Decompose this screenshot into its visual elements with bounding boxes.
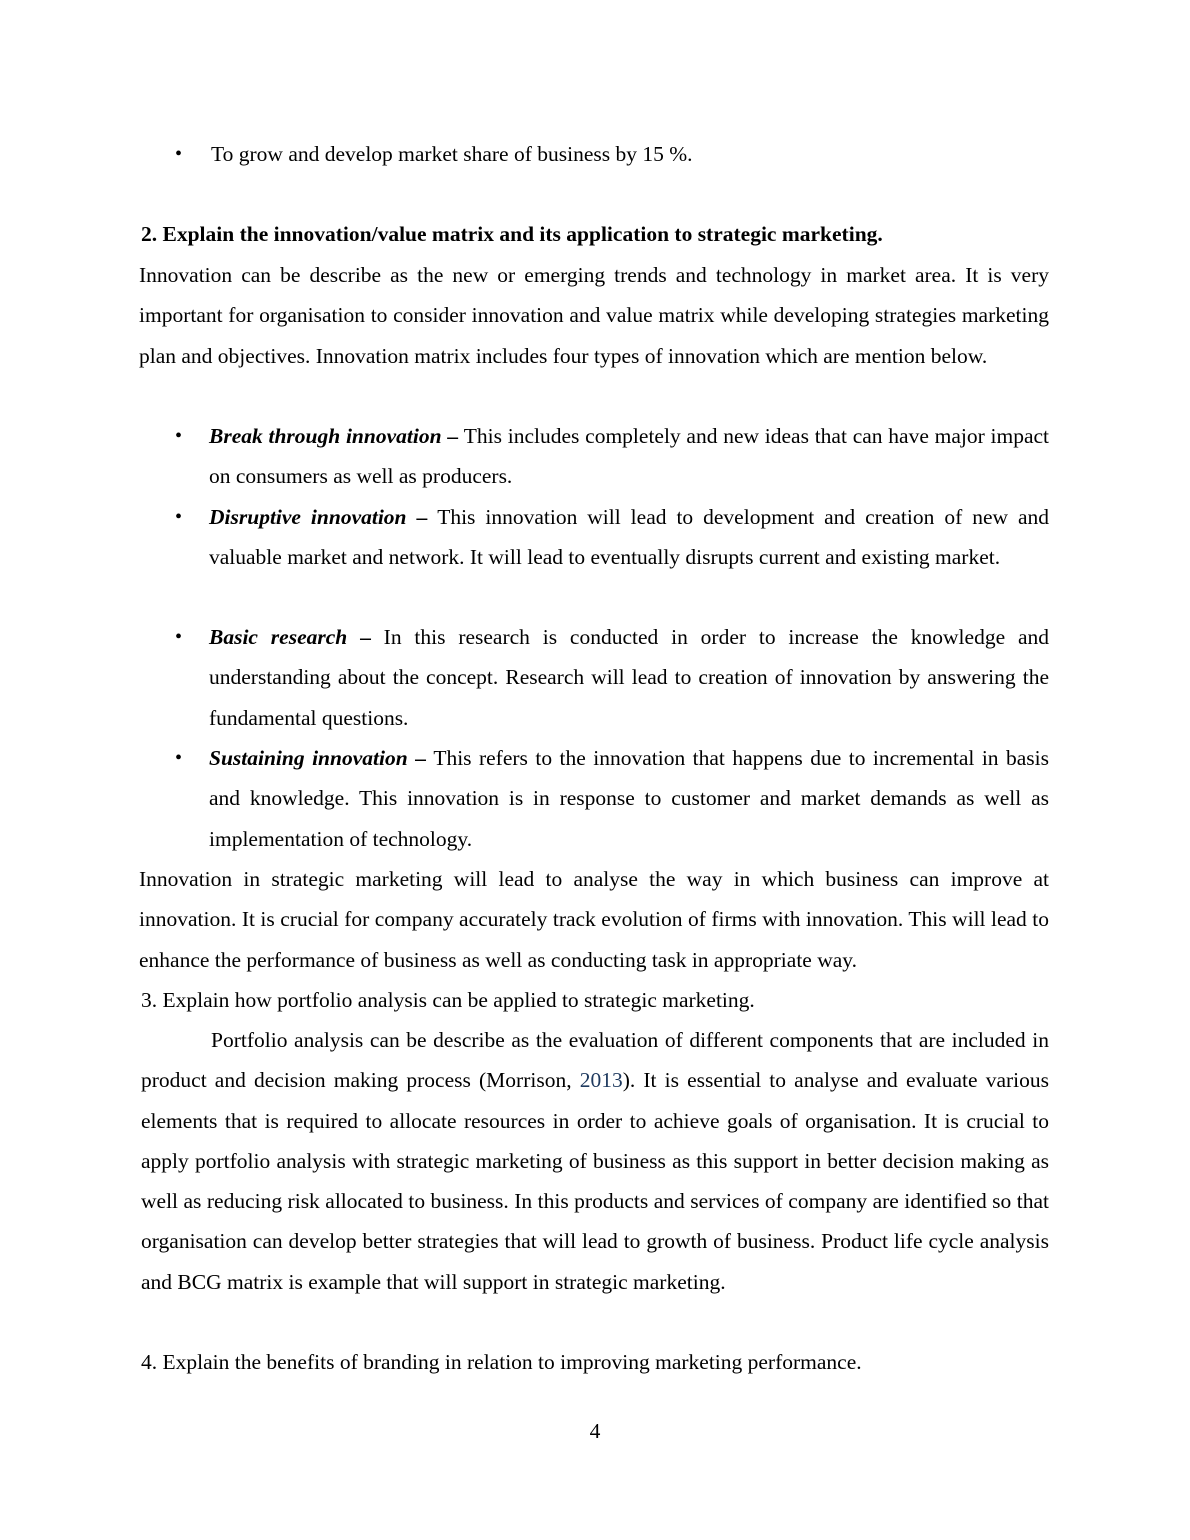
section-3-heading: 3. Explain how portfolio analysis can be applied to strategic marketing. — [141, 988, 755, 1012]
intro-bullet-text: To grow and develop market share of business by 15 %. — [211, 142, 693, 166]
item-dash: – — [441, 424, 464, 448]
item-term: Sustaining innovation — [209, 746, 408, 770]
innovation-item-basic-research — [209, 617, 1049, 738]
item-dash: – — [347, 625, 384, 649]
item-term: Disruptive innovation — [209, 505, 407, 529]
bullet-icon: • — [175, 506, 183, 528]
bullet-icon: • — [175, 425, 183, 447]
item-term: Basic research — [209, 625, 348, 649]
section-2-paragraph-1: Innovation can be describe as the new or emerging trends and technology in market area. It is very important for organisation to consider innovation and value matrix while developing strategies marketing plan and objectives. Innovation matrix includes four types of innovation which are mention below. — [139, 263, 1049, 368]
section-2-paragraph-2: Innovation in strategic marketing will lead to analyse the way in which business can improve at innovation. It is crucial for company accurately track evolution of firms with innovation. This will lead to enhance the performance of business as well as conducting task in appropriate way. — [139, 867, 1049, 972]
item-dash: – — [407, 746, 434, 770]
bullet-icon: • — [175, 143, 183, 165]
innovation-item-sustaining — [209, 738, 1049, 859]
innovation-item-disruptive — [209, 497, 1049, 578]
section-2-heading: 2. Explain the innovation/value matrix and its application to strategic marketing. — [141, 222, 883, 246]
page-number: 4 — [589, 1419, 601, 1443]
section-4-heading: 4. Explain the benefits of branding in relation to improving marketing performance. — [141, 1350, 862, 1374]
item-dash: – — [406, 505, 438, 529]
paragraph-text-start: Portfolio analysis can be describe as the evaluation of different components that are included in product and decision making process (Morrison, — [141, 1028, 1049, 1093]
bullet-icon: • — [175, 626, 183, 648]
item-term: Break through innovation — [209, 424, 442, 448]
citation-year: 2013 — [579, 1068, 623, 1093]
innovation-item-breakthrough — [209, 416, 1049, 497]
item-text: This refers to the innovation that happens due to incremental in basis and knowledge. This innovation is in response to customer and market demands as well as implementation of technology. — [209, 746, 1050, 851]
item-text: This includes completely and new ideas that can have major impact on consumers as well as producers. — [209, 424, 1050, 489]
item-text: In this research is conducted in order to increase the knowledge and understanding about the concept. Research will lead to creation of innovation by answering the fundamental questions. — [209, 625, 1049, 730]
section-3-paragraph — [141, 1020, 1049, 1302]
item-text: This innovation will lead to development and creation of new and valuable market and network. It will lead to eventually disrupts current and existing market. — [209, 505, 1050, 570]
bullet-icon: • — [175, 747, 183, 769]
paragraph-text-end: ). It is essential to analyse and evaluate various elements that is required to allocate resources in order to achieve goals of organisation. It is crucial to apply portfolio analysis with strategic marketing of business as this support in better decision making as well as reducing risk allocated to business. In this products and services of company are identified so that organisation can develop better strategies that will lead to growth of business. Product life cycle analysis and BCG matrix is example that will support in strategic marketing. — [141, 1068, 1049, 1294]
